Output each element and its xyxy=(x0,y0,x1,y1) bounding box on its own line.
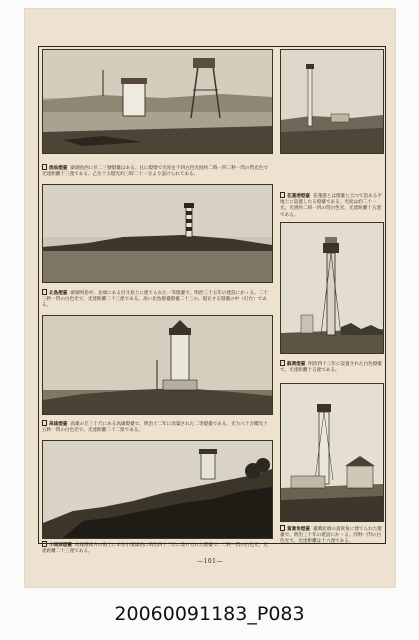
caption-marker-icon xyxy=(280,192,285,198)
caption-marker-icon xyxy=(42,420,47,426)
caption-marker-icon xyxy=(280,525,285,531)
page-number: —101— xyxy=(197,558,223,565)
caption-1: 漁翁燈臺 澎湖島西に位二三號燈臺はある。且に燈塔で光度を不四白色光度約二時一四二秒一閃の閃光色で光達距離十三浬である。乙位十五燈光約三時二十一分より設けられてある。 xyxy=(42,166,268,178)
caption-3: 北島燈臺 澎湖列島中、北端にある目斗島上に建てられた一等燈臺で、明治三十五年の建設にかゝる。二十三秒一閃の白色光で、光達距離二十三浬である。高い北島燈臺燈臺二十三の、現在する燈臺の中（灯台）である。 xyxy=(42,291,268,309)
caption-marker-icon xyxy=(42,164,47,170)
caption-6: 小琉球燈臺 高雄港南方の海上にある小琉球島に明治四十二年に設けられた燈臺で、二秒一閃の白色光、光達距離二十三浬である。 xyxy=(42,543,268,555)
caption-marker-icon xyxy=(280,360,285,366)
caption-marker-icon xyxy=(42,541,47,547)
photo-hill-lighthouse xyxy=(42,440,273,539)
photo-coastal-lighthouse xyxy=(280,383,384,522)
caption-4: 蘇澳燈臺 明治四十三年に設置された白色燈臺で、光達距離十五浬である。 xyxy=(280,362,382,374)
caption-marker-icon xyxy=(42,289,47,295)
photo-tall-lighthouse xyxy=(280,49,384,154)
photo-harbor-lighthouse xyxy=(42,49,273,154)
album-page xyxy=(24,8,396,588)
page-frame xyxy=(38,46,386,555)
photo-island-lighthouse xyxy=(42,184,273,283)
caption-2: 花蓮港燈臺 花蓮港とは燈臺と云つて恐ある平地上に設置したる燈臺である。光度は約二十一光、光到約二時一四の閃白色光、光達距離十五浬である。 xyxy=(280,194,382,218)
caption-5: 高雄燈臺 高雄の丘三十尺にある高雄燈臺で、明治十二年に改築された二等燈臺である。光力六十万燭光十五秒一閃の白色光で、光達距離二十二浬である。 xyxy=(42,422,268,434)
photo-rock-lighthouse xyxy=(42,315,273,415)
photo-frame-lighthouse xyxy=(280,222,384,354)
archive-id-label: 20060091183_P083 xyxy=(114,603,305,625)
caption-7: 富貴角燈臺 臺灣北端の富貴角に建てられた燈臺で、明治三十年の建設にかゝる。四秒一閃の白色光で、光達距離は十六浬である。 xyxy=(280,527,382,545)
